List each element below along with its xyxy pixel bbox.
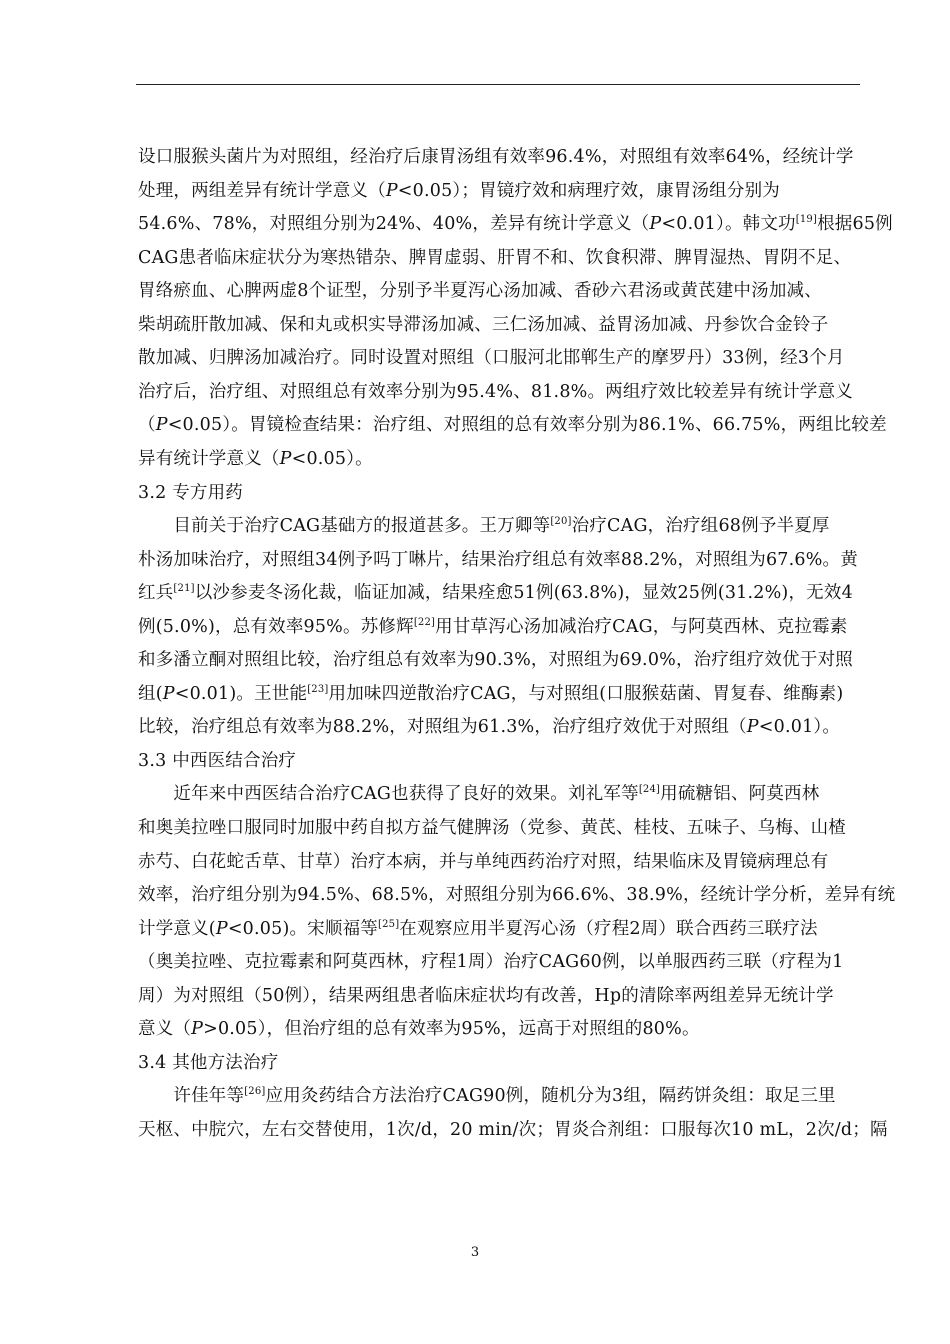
text-line: 和奥美拉唑口服同时加服中药自拟方益气健脾汤（党参、黄芪、桂枝、五味子、乌梅、山楂 (138, 818, 846, 838)
text-line: 计学意义(P<0.05)。宋顺福等[25]在观察应用半夏泻心汤（疗程2周）联合西药三联疗法 (138, 918, 818, 939)
text-line: 3.4 其他方法治疗 (138, 1052, 279, 1073)
text-line: （奥美拉唑、克拉霉素和阿莫西林，疗程1周）治疗CAG60例，以单服西药三联（疗程为1 (138, 952, 844, 973)
text-line: 目前关于治疗CAG基础方的报道甚多。王万卿等[20]治疗CAG，治疗组68例予半夏厚 (138, 516, 830, 537)
page-number: 3 (470, 1245, 480, 1260)
text-line: 治疗后，治疗组、对照组总有效率分别为95.4%、81.8%。两组疗效比较差异有统计学意义 (138, 381, 853, 402)
text-line: 意义（P>0.05），但治疗组的总有效率为95%，远高于对照组的80%。 (138, 1019, 700, 1040)
text-line: 天枢、中脘穴，左右交替使用，1次/d，20 min/次；胃炎合剂组：口服每次10 mL，2次/d；隔 (138, 1119, 888, 1140)
text-line: 周）为对照组（50例），结果两组患者临床症状均有改善，Hp的清除率两组差异无统计学 (138, 985, 834, 1006)
text-line: 异有统计学意义（P<0.05）。 (138, 448, 373, 469)
text-line: 设口服猴头菌片为对照组，经治疗后康胃汤组有效率96.4%，对照组有效率64%，经统计学 (138, 147, 854, 167)
text-line: 散加减、归脾汤加减治疗。同时设置对照组（口服河北邯郸生产的摩罗丹）33例，经3个月 (138, 348, 845, 369)
text-line: 朴汤加味治疗，对照组34例予吗丁啉片，结果治疗组总有效率88.2%，对照组为67.6%。黄 (138, 549, 858, 570)
text-line: 处理，两组差异有统计学意义（P<0.05）；胃镜疗效和病理疗效，康胃汤组分别为 (138, 180, 780, 201)
header-rule (136, 84, 860, 85)
text-line: 3.2 专方用药 (138, 482, 243, 503)
text-line: 柴胡疏肝散加减、保和丸或枳实导滞汤加减、三仁汤加减、益胃汤加减、丹参饮合金铃子 (138, 314, 829, 335)
text-line: 赤芍、白花蛇舌草、甘草）治疗本病，并与单纯西药治疗对照，结果临床及胃镜病理总有 (138, 851, 829, 872)
text-line: CAG患者临床症状分为寒热错杂、脾胃虚弱、肝胃不和、饮食积滞、脾胃湿热、胃阴不足、 (138, 247, 852, 268)
text-line: （P<0.05）。胃镜检查结果：治疗组、对照组的总有效率分别为86.1%、66.75%，两组比较差 (138, 415, 887, 436)
text-line: 和多潘立酮对照组比较，治疗组总有效率为90.3%，对照组为69.0%，治疗组疗效优于对照 (138, 650, 853, 671)
text-line: 胃络瘀血、心脾两虚8个证型，分别予半夏泻心汤加减、香砂六君汤或黄芪建中汤加减、 (138, 281, 822, 302)
text-line: 红兵[21]以沙参麦冬汤化裁，临证加减，结果痊愈51例(63.8%)，显效25例(31.2%)，无效4 (138, 583, 853, 604)
text-line: 例(5.0%)，总有效率95%。苏修辉[22]用甘草泻心汤加减治疗CAG，与阿莫西林、克拉霉素 (138, 616, 848, 637)
text-line: 3.3 中西医结合治疗 (138, 750, 297, 771)
text-line: 比较，治疗组总有效率为88.2%，对照组为61.3%，治疗组疗效优于对照组（P<0.01）。 (138, 717, 841, 738)
text-line: 54.6%、78%，对照组分别为24%、40%，差异有统计学意义（P<0.01）。韩文功[19]根据65例 (138, 214, 893, 235)
text-line: 近年来中西医结合治疗CAG也获得了良好的效果。刘礼军等[24]用硫糖铝、阿莫西林 (138, 784, 820, 805)
text-line: 组(P<0.01)。王世能[23]用加味四逆散治疗CAG，与对照组(口服猴菇菌、胃复春、维酶素) (138, 683, 844, 704)
text-line: 许佳年等[26]应用灸药结合方法治疗CAG90例，随机分为3组，隔药饼灸组：取足三里 (138, 1086, 836, 1107)
text-line: 效率，治疗组分别为94.5%、68.5%，对照组分别为66.6%、38.9%，经统计学分析，差异有统 (138, 885, 896, 906)
